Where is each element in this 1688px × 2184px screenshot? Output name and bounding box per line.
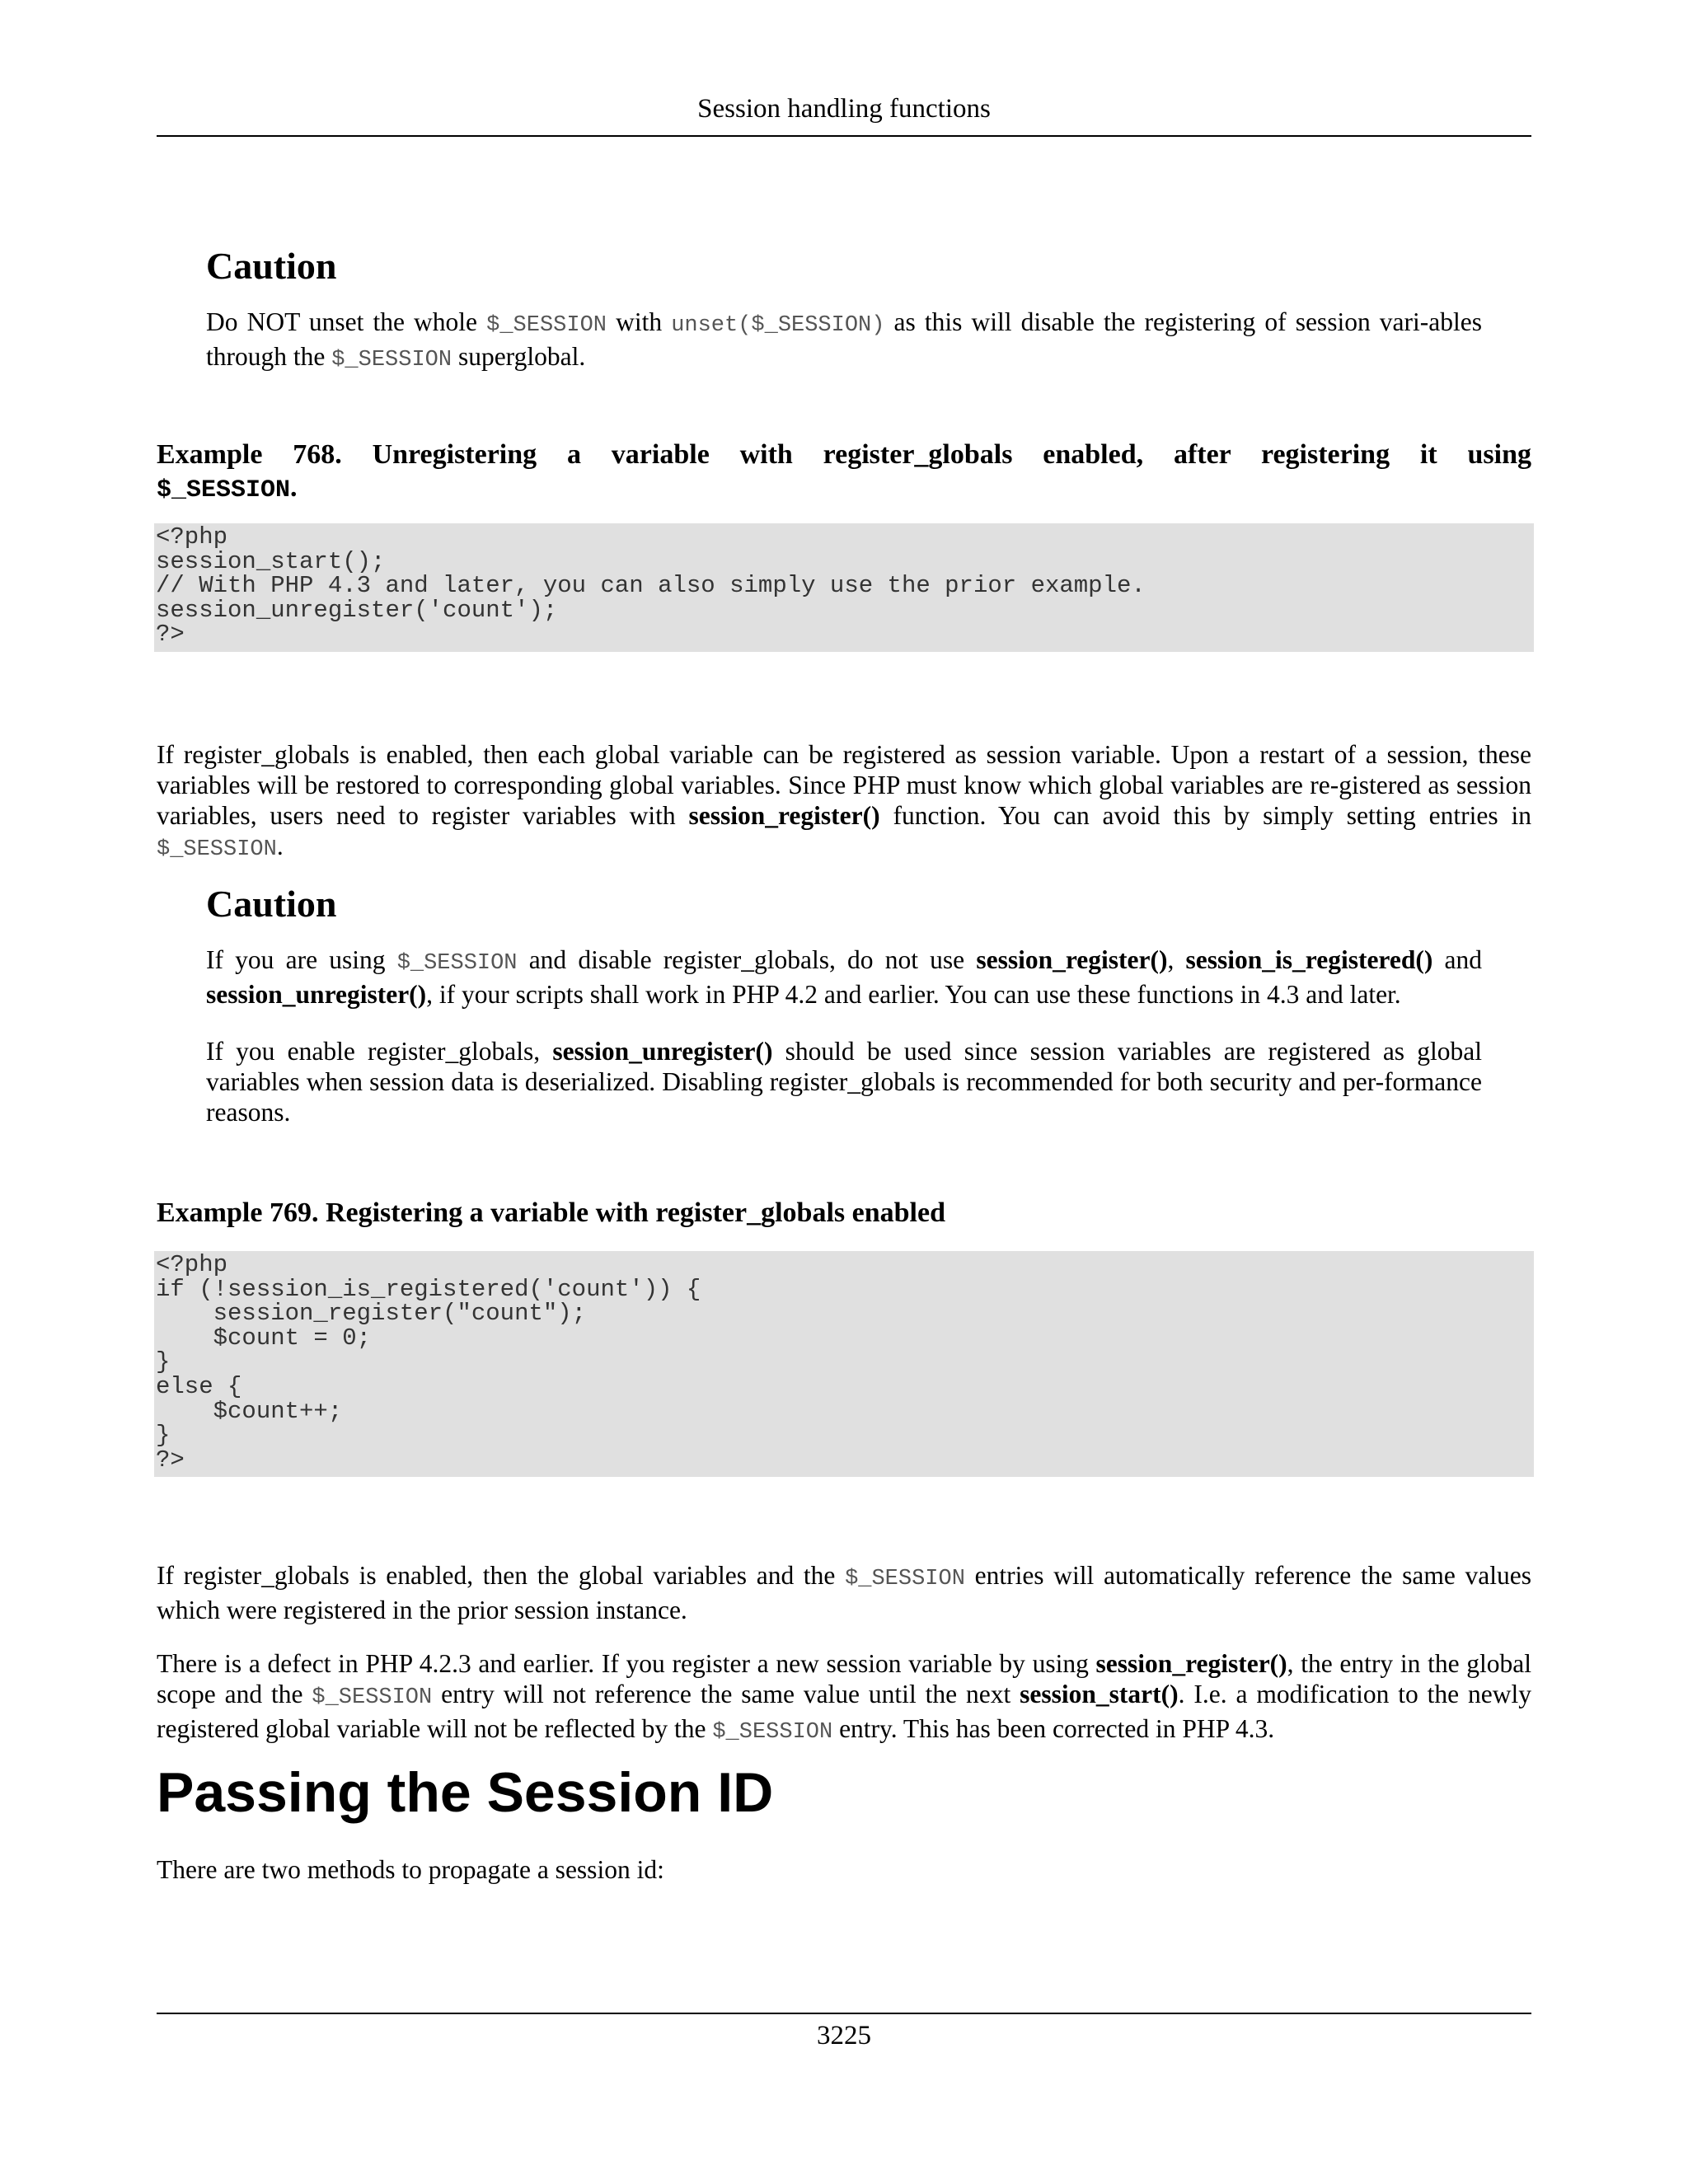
- code-block: <?php if (!session_is_registered('count')) { session_register("count"); $count = 0; } else { $count++; } ?>: [154, 1251, 1534, 1477]
- function-name: session_is_registered(): [1185, 945, 1433, 974]
- example-title: Example 768. Unregistering a variable with register_globals enabled, after registering it using $_SESSION.: [157, 439, 1531, 504]
- running-header: Session handling functions: [697, 94, 991, 124]
- example-768: [157, 438, 1531, 652]
- inline-code: unset($_SESSION): [671, 313, 885, 338]
- page-number: 3225: [817, 2021, 871, 2050]
- inline-code: $_SESSION: [331, 348, 452, 373]
- example-title: Example 769. Registering a variable with register_globals enabled: [157, 1197, 945, 1228]
- caution-text: If you enable register_globals, session_unregister() should be used since session variables are registered as global variables when session data is deserialized. Disabling register_globals is recommended for both security and per-formance reasons.: [206, 1037, 1482, 1127]
- function-name: session_register(): [976, 945, 1168, 974]
- header-rule: [157, 135, 1531, 137]
- inline-code: $_SESSION: [486, 313, 607, 338]
- paragraph: If register_globals is enabled, then each global variable can be registered as session variable. Upon a restart of a session, these variables will be restored to corresponding global variables. Since PHP must know which global variables are re-gistered as session variables, users need to register variables with session_register() function. You can avoid this by simply setting entries in $_SESSION.: [157, 740, 1531, 862]
- caution-text: If you are using $_SESSION and disable register_globals, do not use session_register(), session_is_registered() and session_unregister(), if your scripts shall work in PHP 4.2 and earlier. You can use these functions in 4.3 and later.: [206, 945, 1482, 1009]
- paragraph: There is a defect in PHP 4.2.3 and earlier. If you register a new session variable by using session_register(), the entry in the global scope and the $_SESSION entry will not reference the same value until the next session_start(). I.e. a modification to the newly registered global variable will not be reflected by the $_SESSION entry. This has been corrected in PHP 4.3.: [157, 1649, 1531, 1745]
- caution-box-1: [206, 244, 1482, 376]
- section-intro: There are two methods to propagate a session id:: [157, 1855, 664, 1884]
- document-page: [157, 0, 1531, 2184]
- inline-code: $_SESSION: [396, 951, 518, 976]
- function-name: session_register(): [1095, 1649, 1287, 1678]
- caution-text: Do NOT unset the whole $_SESSION with unset($_SESSION) as this will disable the registering of session vari-ables through the $_SESSION superglobal.: [206, 307, 1482, 373]
- inline-code: $_SESSION: [845, 1567, 965, 1591]
- function-name: session_unregister(): [552, 1037, 773, 1066]
- section-heading: Passing the Session ID: [157, 1761, 774, 1824]
- inline-code: $_SESSION: [712, 1720, 833, 1745]
- function-name: session_unregister(): [206, 980, 427, 1009]
- caution-box-2: [206, 882, 1482, 1127]
- paragraph: If register_globals is enabled, then the global variables and the $_SESSION entries will automatically reference the same values which were registered in the prior session instance.: [157, 1561, 1531, 1624]
- inline-code: $_SESSION: [157, 476, 291, 504]
- code-block: <?php session_start(); // With PHP 4.3 and later, you can also simply use the prior example. session_unregister('count'); ?>: [154, 523, 1534, 652]
- function-name: session_register(): [688, 801, 880, 830]
- function-name: session_start(): [1020, 1680, 1179, 1708]
- inline-code: $_SESSION: [157, 837, 277, 862]
- caution-heading: Caution: [206, 245, 337, 287]
- inline-code: $_SESSION: [312, 1685, 433, 1710]
- example-769: [157, 1197, 1531, 1477]
- caution-heading: Caution: [206, 883, 337, 925]
